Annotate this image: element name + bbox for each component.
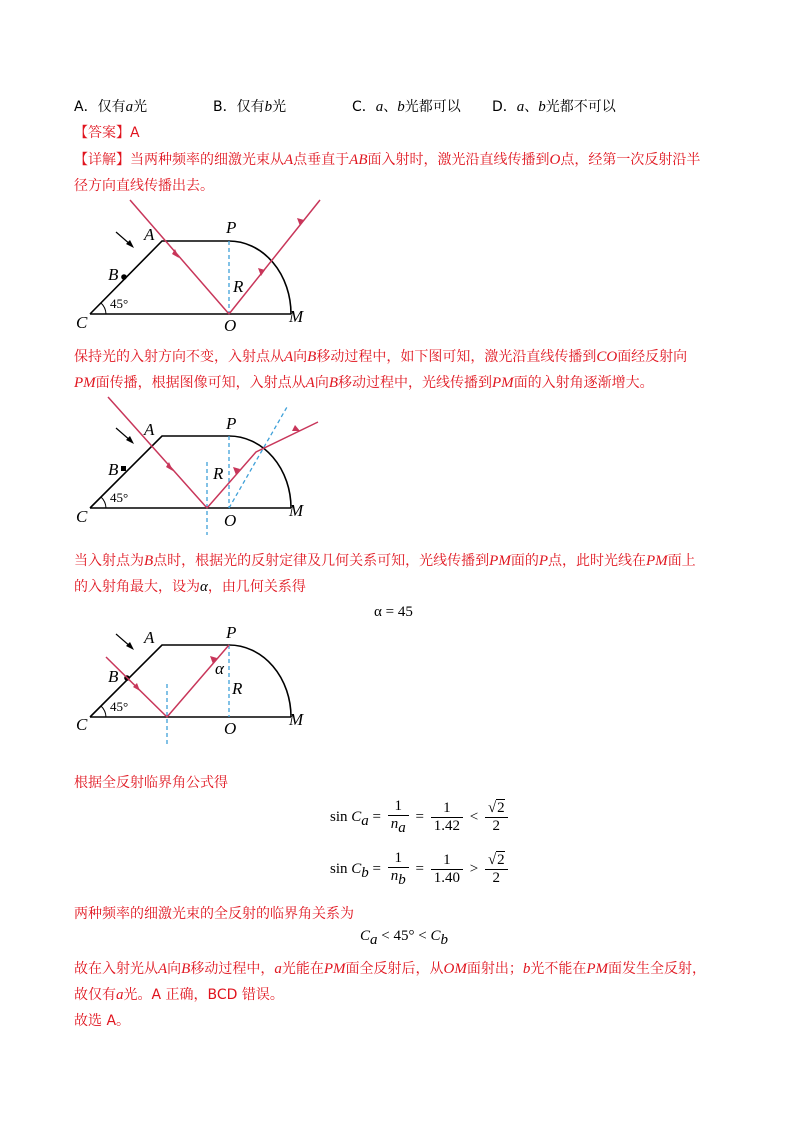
label-m: M: [289, 710, 304, 729]
var: A: [284, 152, 294, 168]
label-m: M: [289, 501, 304, 520]
var: PM: [586, 961, 609, 977]
var: OM: [443, 961, 467, 977]
equation-text: α = 45: [374, 604, 413, 620]
var: AB: [349, 152, 368, 168]
label-c: C: [76, 507, 88, 526]
var: PM: [323, 961, 346, 977]
var: B: [181, 961, 191, 977]
text: 故选 A。: [74, 1013, 131, 1029]
equals: =: [415, 860, 424, 877]
label-c: C: [76, 715, 88, 734]
var: C: [351, 808, 362, 825]
text: 向: [167, 961, 182, 977]
option-b-prefix: B．仅有: [213, 99, 265, 115]
fraction: [431, 852, 463, 887]
text: 面传播，根据图像可知，入射点从: [95, 375, 306, 391]
label-o: O: [224, 316, 237, 335]
var: b: [522, 961, 531, 977]
radicand: 2: [497, 852, 505, 868]
text: 向: [293, 349, 308, 365]
answer-line: [74, 122, 140, 142]
label-b: B: [108, 667, 119, 686]
sin: sin: [330, 860, 348, 877]
text: 移动过程中，如下图可知，激光沿直线传播到: [316, 349, 597, 365]
explanation-label: 【详解】: [74, 152, 130, 168]
var: A: [305, 375, 315, 391]
normal-pm: [229, 407, 287, 508]
var: B: [328, 375, 339, 391]
var: C: [351, 860, 362, 877]
ray-reflect: [167, 645, 229, 717]
figure-3: [74, 622, 334, 762]
option-d-prefix: D．: [492, 99, 517, 115]
paragraph-3-line-1: [74, 550, 696, 570]
denominator: [388, 868, 409, 889]
var: n: [390, 816, 399, 832]
explanation-line-2: [74, 175, 214, 195]
label-r: R: [232, 679, 243, 698]
radicand: 2: [497, 800, 505, 816]
label-a: A: [144, 225, 155, 244]
relation: >: [469, 860, 479, 877]
label-o: O: [224, 719, 237, 738]
option-b: [213, 96, 286, 116]
fraction: [388, 798, 409, 837]
paragraph-6-line-1: [74, 958, 706, 978]
numerator: 1: [388, 850, 409, 868]
label-a: A: [144, 628, 155, 647]
option-c-sep: 、: [383, 99, 398, 115]
var: A: [158, 961, 168, 977]
angle-arc: [101, 497, 106, 508]
ray-reflect: [207, 422, 318, 508]
var: B: [144, 553, 154, 569]
fraction: [485, 852, 508, 887]
option-b-suffix: 光: [272, 99, 287, 115]
label-angle: 45°: [110, 699, 129, 714]
fraction: [431, 800, 463, 835]
equation-2: [330, 850, 511, 889]
text: 径方向直线传播出去。: [74, 178, 214, 194]
answer-value: A: [130, 125, 140, 141]
text: 面射出；: [466, 961, 523, 977]
text: 面上: [667, 553, 696, 569]
equals: =: [415, 808, 424, 825]
fraction: [485, 800, 508, 835]
point-b: [121, 274, 127, 280]
denominator: 2: [492, 818, 501, 834]
text: 点时，根据光的反射定律及几何关系可知，光线传播到: [153, 553, 490, 569]
fraction: [388, 850, 409, 889]
paragraph-6-line-2: [74, 984, 284, 1004]
text: ，由几何关系得: [207, 579, 306, 595]
point-b: [121, 466, 126, 471]
option-a: [74, 96, 147, 116]
sub: b: [361, 864, 369, 881]
var: PM: [74, 375, 96, 391]
text: 面的入射角逐渐增大。: [513, 375, 654, 391]
option-c: [352, 96, 461, 116]
figure-2: [74, 395, 334, 535]
numerator: 1: [388, 798, 409, 816]
text: 点垂直于: [293, 152, 350, 168]
sub: b: [440, 932, 448, 948]
paragraph-3-line-2: [74, 576, 306, 596]
ray-arrowhead: [292, 425, 300, 431]
text: 面的: [510, 553, 539, 569]
label-m: M: [289, 307, 304, 326]
label-p: P: [226, 623, 237, 642]
text: 面发生全反射，: [608, 961, 707, 977]
text: 光不能在: [530, 961, 587, 977]
var: C: [430, 928, 441, 944]
option-b-var: b: [264, 99, 273, 115]
text: 两种频率的细激光束的全反射的临界角关系为: [74, 906, 354, 922]
text: 面入射时，激光沿直线传播到: [367, 152, 550, 168]
var: n: [390, 868, 399, 884]
text: 移动过程中，光线传播到: [338, 375, 493, 391]
answer-label: 【答案】: [74, 125, 130, 141]
label-p: P: [226, 218, 237, 237]
var: CO: [596, 349, 618, 365]
var: a: [274, 961, 282, 977]
option-a-prefix: A．仅有: [74, 99, 126, 115]
text: 当两种频率的细激光束从: [130, 152, 284, 168]
paragraph-4: [74, 772, 228, 792]
var: a: [116, 987, 124, 1003]
var: C: [360, 928, 371, 944]
paragraph-2-line-1: [74, 346, 687, 366]
var: PM: [646, 553, 668, 569]
option-d-var2: b: [538, 99, 546, 115]
option-c-var1: a: [375, 99, 384, 115]
option-d: [492, 96, 616, 116]
equals: =: [372, 860, 381, 877]
sub: b: [398, 872, 406, 888]
label-o: O: [224, 511, 237, 530]
denominator: 2: [492, 870, 501, 886]
denominator: 1.42: [433, 818, 460, 834]
figure-1: [74, 198, 334, 338]
label-a: A: [144, 420, 155, 439]
option-d-suffix: 光都不可以: [545, 99, 616, 115]
text: 光能在: [281, 961, 324, 977]
explanation-line-1: [74, 149, 700, 169]
var: B: [307, 349, 317, 365]
label-c: C: [76, 313, 88, 332]
numerator: 1: [431, 852, 463, 870]
label-b: B: [108, 265, 119, 284]
relation: <: [469, 808, 479, 825]
label-p: P: [226, 414, 237, 433]
text: 点，经第一次反射沿半: [560, 152, 701, 168]
var: A: [284, 349, 294, 365]
numerator: √2: [485, 852, 508, 870]
paragraph-5: [74, 903, 354, 923]
relation: < 45° <: [377, 928, 431, 944]
paragraph-7: [74, 1010, 130, 1030]
denominator: 1.40: [433, 870, 460, 886]
option-c-var2: b: [397, 99, 405, 115]
var: P: [538, 553, 549, 569]
sin: sin: [330, 808, 348, 825]
label-angle: 45°: [110, 490, 129, 505]
option-d-sep: 、: [524, 99, 539, 115]
label-alpha: α: [215, 659, 224, 678]
paragraph-2-line-2: [74, 372, 654, 392]
text: 根据全反射临界角公式得: [74, 775, 228, 791]
option-c-prefix: C．: [352, 99, 376, 115]
sub: a: [398, 820, 406, 836]
var: α: [200, 579, 208, 595]
equation-1: [330, 798, 511, 837]
text: 的入射角最大，设为: [74, 579, 200, 595]
text: 故在入射光从: [74, 961, 158, 977]
label-r: R: [233, 277, 244, 296]
text: 向: [314, 375, 329, 391]
ray-in: [130, 200, 229, 314]
angle-arc: [101, 303, 106, 314]
equation-alpha: [374, 604, 413, 621]
numerator: 1: [431, 800, 463, 818]
var: PM: [492, 375, 514, 391]
option-c-suffix: 光都可以: [404, 99, 461, 115]
text: 光。A 正确，BCD 错误。: [123, 987, 284, 1003]
option-d-var1: a: [516, 99, 525, 115]
angle-arc: [101, 706, 106, 717]
option-a-suffix: 光: [133, 99, 148, 115]
label-angle: 45°: [110, 296, 129, 311]
text: 面全反射后，从: [345, 961, 444, 977]
denominator: [388, 816, 409, 837]
var: PM: [489, 553, 511, 569]
text: 当入射点为: [74, 553, 144, 569]
sub: a: [361, 812, 369, 829]
text: 点，此时光线在: [548, 553, 647, 569]
sub: a: [370, 932, 378, 948]
var: O: [549, 152, 561, 168]
label-b: B: [108, 460, 119, 479]
text: 面经反射向: [617, 349, 688, 365]
equation-3: [360, 928, 448, 949]
equals: =: [372, 808, 381, 825]
text: 故仅有: [74, 987, 116, 1003]
label-r: R: [213, 464, 224, 483]
text: 移动过程中，: [190, 961, 275, 977]
numerator: √2: [485, 800, 508, 818]
option-a-var: a: [125, 99, 134, 115]
text: 保持光的入射方向不变，入射点从: [74, 349, 284, 365]
ray-out: [229, 200, 320, 314]
